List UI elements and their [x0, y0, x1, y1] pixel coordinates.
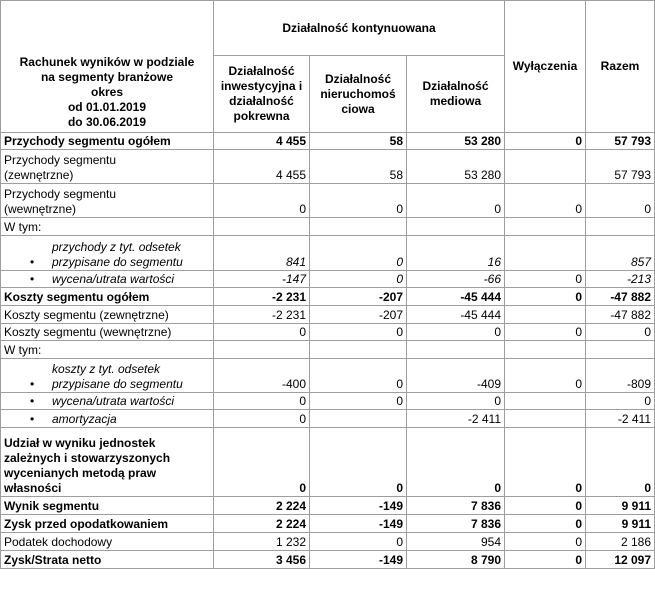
table-row: W tym: [1, 218, 655, 236]
table-row: • wycena/utrata wartości 0 0 0 0 [1, 393, 655, 410]
table-row: Koszty segmentu (zewnętrzne) -2 231 -207 -45 444 -47 882 [1, 306, 655, 324]
col-header-nieruchomosciowa: Działalność nieruchomoś ciowa [310, 56, 407, 133]
table-row: Przychody segmentu (wewnętrzne) 0 0 0 0 0 [1, 184, 655, 218]
table-row: Podatek dochodowy 1 232 0 954 0 2 186 [1, 533, 655, 551]
table-row: Zysk przed opodatkowaniem 2 224 -149 7 836 0 9 911 [1, 515, 655, 533]
table-row: • amortyzacja 0 -2 411 -2 411 [1, 410, 655, 428]
table-row: Wynik segmentu 2 224 -149 7 836 0 9 911 [1, 497, 655, 515]
table-row: • przychody z tyt. odsetek przypisane do segmentu 841 0 16 857 [1, 236, 655, 271]
table-title: Rachunek wyników w podziale na segmenty branżowe okres od 01.01.2019 do 30.06.2019 [1, 1, 214, 133]
group-header: Działalność kontynuowana [214, 1, 505, 56]
table-row: W tym: [1, 341, 655, 359]
table-row: • wycena/utrata wartości -147 0 -66 0 -213 [1, 271, 655, 288]
col-header-inwestycyjna: Działalność inwestycyjna i działalność pokrewna [214, 56, 310, 133]
table-row: Przychody segmentu (zewnętrzne) 4 455 58 53 280 57 793 [1, 150, 655, 184]
table-row: Koszty segmentu (wewnętrzne) 0 0 0 0 0 [1, 324, 655, 341]
col-header-mediowa: Działalność mediowa [407, 56, 505, 133]
table-row: Udział w wyniku jednostek zależnych i stowarzyszonych wycenianych metodą praw własności 0 0 0 0 0 [1, 428, 655, 497]
table-row: Koszty segmentu ogółem -2 231 -207 -45 444 0 -47 882 [1, 288, 655, 306]
table-row: • koszty z tyt. odsetek przypisane do segmentu -400 0 -409 0 -809 [1, 359, 655, 393]
table-row: Przychody segmentu ogółem 4 455 58 53 280 0 57 793 [1, 133, 655, 150]
col-header-razem: Razem [586, 1, 655, 133]
col-header-wylaczenia: Wyłączenia [505, 1, 586, 133]
table-row: Zysk/Strata netto 3 456 -149 8 790 0 12 097 [1, 551, 655, 569]
